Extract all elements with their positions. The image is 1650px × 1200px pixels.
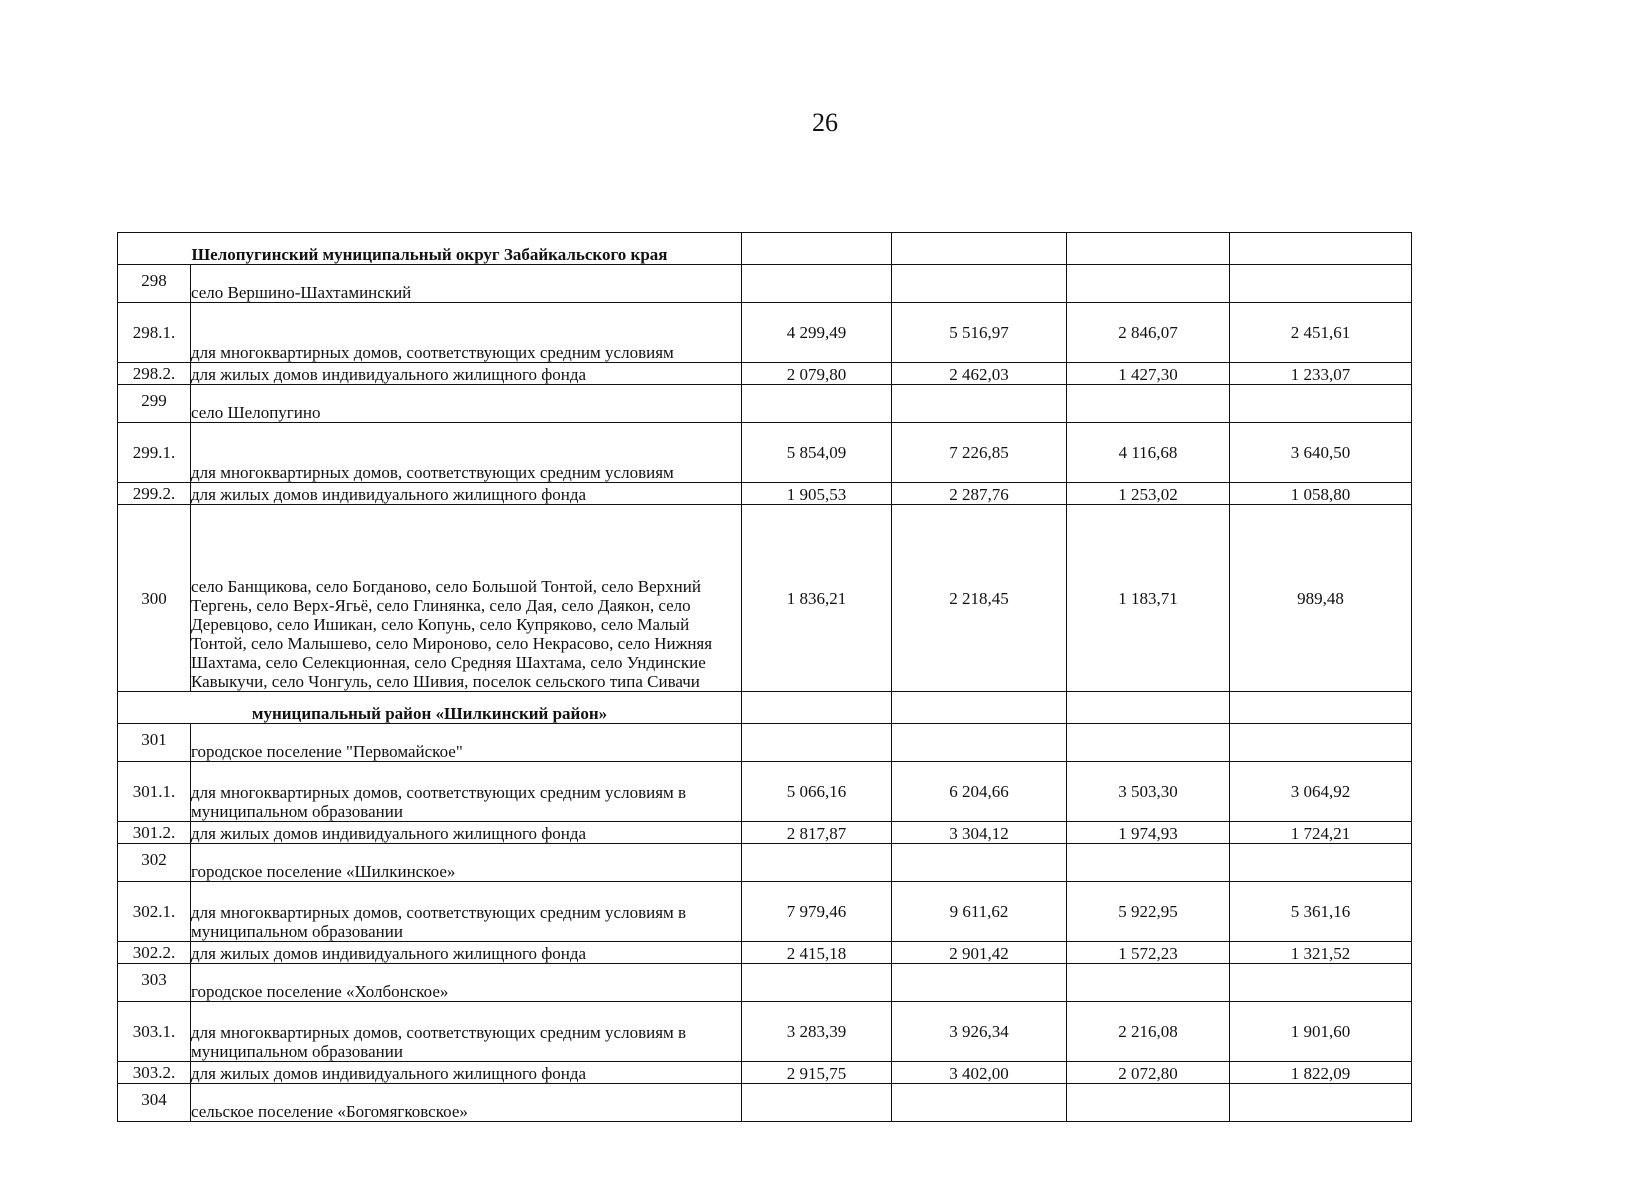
value-cell-4: 1 822,09 [1230,1062,1412,1084]
value-cell-1 [742,1084,892,1122]
section-title: Шелопугинский муниципальный округ Забайкальского края [118,233,742,265]
row-name: для жилых домов индивидуального жилищного фонда [191,942,742,964]
table-row [118,303,1412,363]
tariff-table-body [118,233,1412,1122]
value-cell-4: 1 901,60 [1230,1002,1412,1062]
value-cell-2: 5 516,97 [892,303,1067,363]
table-row [118,423,1412,483]
table-row [118,505,1412,692]
value-cell-1: 5 854,09 [742,423,892,483]
table-row [118,942,1412,964]
value-cell-1: 5 066,16 [742,762,892,822]
value-cell-3 [1067,233,1230,265]
row-name: для многоквартирных домов, соответствующих средним условиям [191,303,742,363]
value-cell-4 [1230,724,1412,762]
row-name: для многоквартирных домов, соответствующих средним условиям в муниципальном образовании [191,882,742,942]
value-cell-3: 3 503,30 [1067,762,1230,822]
value-cell-3 [1067,724,1230,762]
row-number: 299.1. [118,423,191,483]
row-number: 303.2. [118,1062,191,1084]
value-cell-4: 3 640,50 [1230,423,1412,483]
value-cell-4: 989,48 [1230,505,1412,692]
row-number: 300 [118,505,191,692]
row-name: городское поселение «Холбонское» [191,964,742,1002]
table-row [118,265,1412,303]
table-row [118,822,1412,844]
value-cell-2 [892,964,1067,1002]
value-cell-2 [892,233,1067,265]
value-cell-1: 2 079,80 [742,363,892,385]
value-cell-3: 5 922,95 [1067,882,1230,942]
table-row [118,363,1412,385]
row-number: 303 [118,964,191,1002]
value-cell-1 [742,385,892,423]
row-name: для многоквартирных домов, соответствующих средним условиям в муниципальном образовании [191,1002,742,1062]
value-cell-2: 2 287,76 [892,483,1067,505]
value-cell-4 [1230,844,1412,882]
table-row [118,1084,1412,1122]
value-cell-1 [742,964,892,1002]
value-cell-2: 7 226,85 [892,423,1067,483]
row-number: 302 [118,844,191,882]
row-number: 301.1. [118,762,191,822]
value-cell-2 [892,265,1067,303]
row-name: для многоквартирных домов, соответствующих средним условиям [191,423,742,483]
value-cell-2: 2 901,42 [892,942,1067,964]
tariff-table [117,232,1412,1122]
value-cell-3 [1067,1084,1230,1122]
row-number: 301.2. [118,822,191,844]
row-name: городское поселение «Шилкинское» [191,844,742,882]
row-number: 298.1. [118,303,191,363]
value-cell-1: 2 817,87 [742,822,892,844]
row-name: для жилых домов индивидуального жилищного фонда [191,822,742,844]
value-cell-1: 4 299,49 [742,303,892,363]
value-cell-3 [1067,964,1230,1002]
value-cell-4: 1 058,80 [1230,483,1412,505]
value-cell-2: 6 204,66 [892,762,1067,822]
table-row [118,724,1412,762]
row-number: 298.2. [118,363,191,385]
value-cell-3: 1 253,02 [1067,483,1230,505]
value-cell-3 [1067,265,1230,303]
value-cell-1 [742,692,892,724]
value-cell-3: 1 974,93 [1067,822,1230,844]
value-cell-2: 3 304,12 [892,822,1067,844]
value-cell-2: 2 462,03 [892,363,1067,385]
value-cell-1 [742,844,892,882]
value-cell-3: 2 216,08 [1067,1002,1230,1062]
table-row [118,1062,1412,1084]
value-cell-2 [892,844,1067,882]
row-number: 304 [118,1084,191,1122]
value-cell-4 [1230,233,1412,265]
table-row [118,385,1412,423]
value-cell-2 [892,1084,1067,1122]
value-cell-3: 2 846,07 [1067,303,1230,363]
table-row [118,844,1412,882]
value-cell-3: 1 427,30 [1067,363,1230,385]
row-name: для жилых домов индивидуального жилищного фонда [191,1062,742,1084]
section-header-row [118,233,1412,265]
value-cell-2 [892,385,1067,423]
value-cell-2 [892,724,1067,762]
table-row [118,762,1412,822]
value-cell-2: 2 218,45 [892,505,1067,692]
table-row [118,483,1412,505]
value-cell-1: 7 979,46 [742,882,892,942]
value-cell-2: 3 926,34 [892,1002,1067,1062]
row-name: село Банщикова, село Богданово, село Большой Тонтой, село Верхний Тергень, село Верх-Ягьё, село Глинянка, село Дая, село Даякон, село Деревцово, село Ишикан, село Копунь, село Купряково, село Малый Тонтой, село Малышево, село Мироново, село Некрасово, село Нижняя Шахтама, село Селекционная, село Средняя Шахтама, село Ундинские Кавыкучи, село Чонгуль, село Шивия, поселок сельского типа Сивачи [191,505,742,692]
value-cell-4: 2 451,61 [1230,303,1412,363]
value-cell-4: 1 321,52 [1230,942,1412,964]
value-cell-4: 1 724,21 [1230,822,1412,844]
value-cell-3 [1067,692,1230,724]
row-name: сельское поселение «Богомягковское» [191,1084,742,1122]
page-number: 26 [812,108,838,137]
value-cell-1 [742,724,892,762]
row-name: городское поселение "Первомайское" [191,724,742,762]
value-cell-1 [742,265,892,303]
value-cell-3: 1 572,23 [1067,942,1230,964]
value-cell-4: 5 361,16 [1230,882,1412,942]
value-cell-4: 3 064,92 [1230,762,1412,822]
section-header-row [118,692,1412,724]
value-cell-1: 3 283,39 [742,1002,892,1062]
value-cell-4: 1 233,07 [1230,363,1412,385]
value-cell-4 [1230,1084,1412,1122]
row-number: 302.2. [118,942,191,964]
row-name: для жилых домов индивидуального жилищного фонда [191,363,742,385]
value-cell-4 [1230,265,1412,303]
value-cell-3: 2 072,80 [1067,1062,1230,1084]
row-number: 303.1. [118,1002,191,1062]
value-cell-1: 1 905,53 [742,483,892,505]
section-title: муниципальный район «Шилкинский район» [118,692,742,724]
table-row [118,1002,1412,1062]
value-cell-2 [892,692,1067,724]
value-cell-4 [1230,385,1412,423]
table-row [118,964,1412,1002]
value-cell-3 [1067,844,1230,882]
value-cell-1 [742,233,892,265]
row-name: село Вершино-Шахтаминский [191,265,742,303]
row-number: 299.2. [118,483,191,505]
row-number: 299 [118,385,191,423]
value-cell-2: 9 611,62 [892,882,1067,942]
row-name: для многоквартирных домов, соответствующих средним условиям в муниципальном образовании [191,762,742,822]
row-number: 301 [118,724,191,762]
value-cell-1: 2 415,18 [742,942,892,964]
row-number: 298 [118,265,191,303]
row-name: для жилых домов индивидуального жилищного фонда [191,483,742,505]
value-cell-2: 3 402,00 [892,1062,1067,1084]
value-cell-1: 1 836,21 [742,505,892,692]
value-cell-3: 1 183,71 [1067,505,1230,692]
row-name: село Шелопугино [191,385,742,423]
row-number: 302.1. [118,882,191,942]
table-row [118,882,1412,942]
value-cell-3: 4 116,68 [1067,423,1230,483]
value-cell-4 [1230,692,1412,724]
value-cell-4 [1230,964,1412,1002]
value-cell-3 [1067,385,1230,423]
value-cell-1: 2 915,75 [742,1062,892,1084]
